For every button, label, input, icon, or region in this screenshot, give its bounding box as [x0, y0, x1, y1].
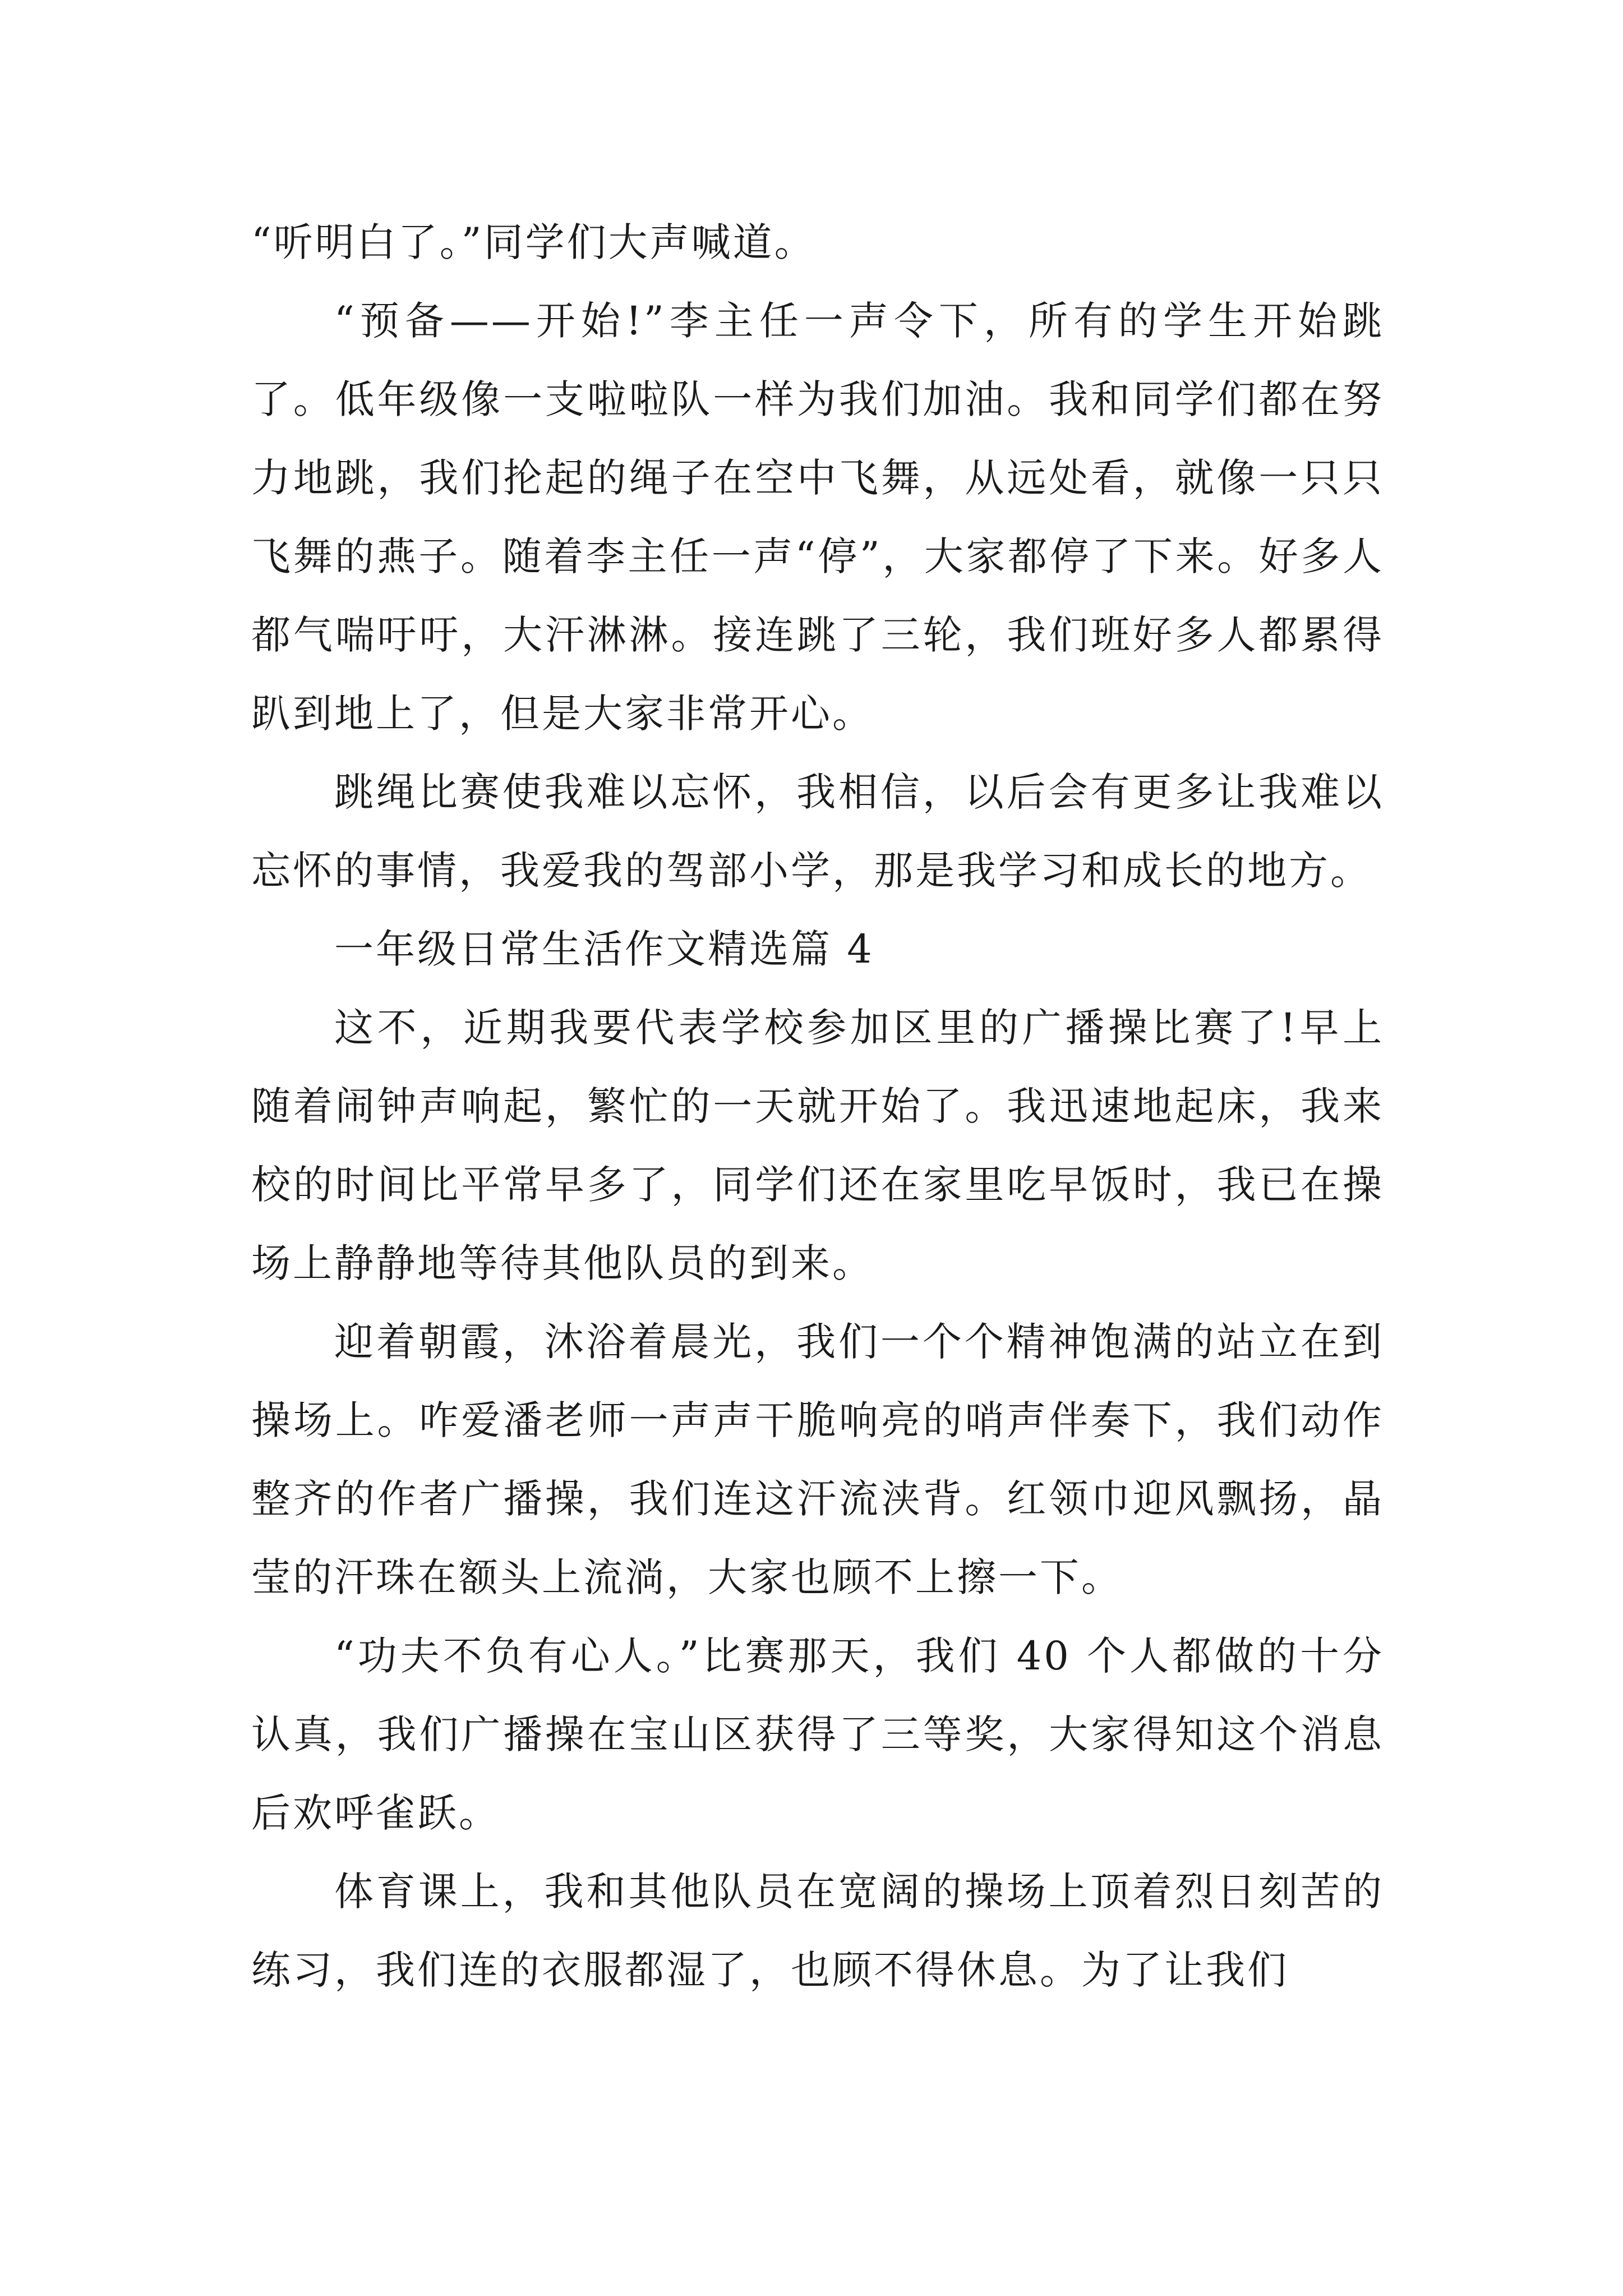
paragraph: 跳绳比赛使我难以忘怀，我相信，以后会有更多让我难以忘怀的事情，我爱我的驾部小学，那是我学习和成长的地方。: [251, 769, 1384, 894]
document-body: [251, 203, 1384, 2009]
paragraph: “预备——开始!”李主任一声令下，所有的学生开始跳了。低年级像一支啦啦队一样为我们加油。我和同学们都在努力地跳，我们抡起的绳子在空中飞舞，从远处看，就像一只只飞舞的燕子。随着李主任一声“停”，大家都停了下来。好多人都气喘吁吁，大汗淋淋。接连跳了三轮，我们班好多人都累得趴到地上了，但是大家非常开心。: [251, 298, 1384, 737]
paragraph: “功夫不负有心人。”比赛那天，我们 40 个人都做的十分认真，我们广播操在宝山区获得了三等奖，大家得知这个消息后欢呼雀跃。: [251, 1633, 1384, 1836]
section-heading: 一年级日常生活作文精选篇 4: [334, 926, 874, 972]
paragraph: “听明白了。”同学们大声喊道。: [251, 219, 816, 265]
paragraph: 这不，近期我要代表学校参加区里的广播操比赛了!早上随着闹钟声响起，繁忙的一天就开始了。我迅速地起床，我来校的时间比平常早多了，同学们还在家里吃早饭时，我已在操场上静静地等待其他队员的到来。: [251, 1005, 1384, 1286]
paragraph: 体育课上，我和其他队员在宽阔的操场上顶着烈日刻苦的练习，我们连的衣服都湿了，也顾不得休息。为了让我们: [251, 1869, 1384, 1993]
paragraph: 迎着朝霞，沐浴着晨光，我们一个个精神饱满的站立在到操场上。咋爱潘老师一声声干脆响亮的哨声伴奏下，我们动作整齐的作者广播操，我们连这汗流浃背。红领巾迎风飘扬，晶莹的汗珠在额头上流淌，大家也顾不上擦一下。: [251, 1319, 1384, 1600]
